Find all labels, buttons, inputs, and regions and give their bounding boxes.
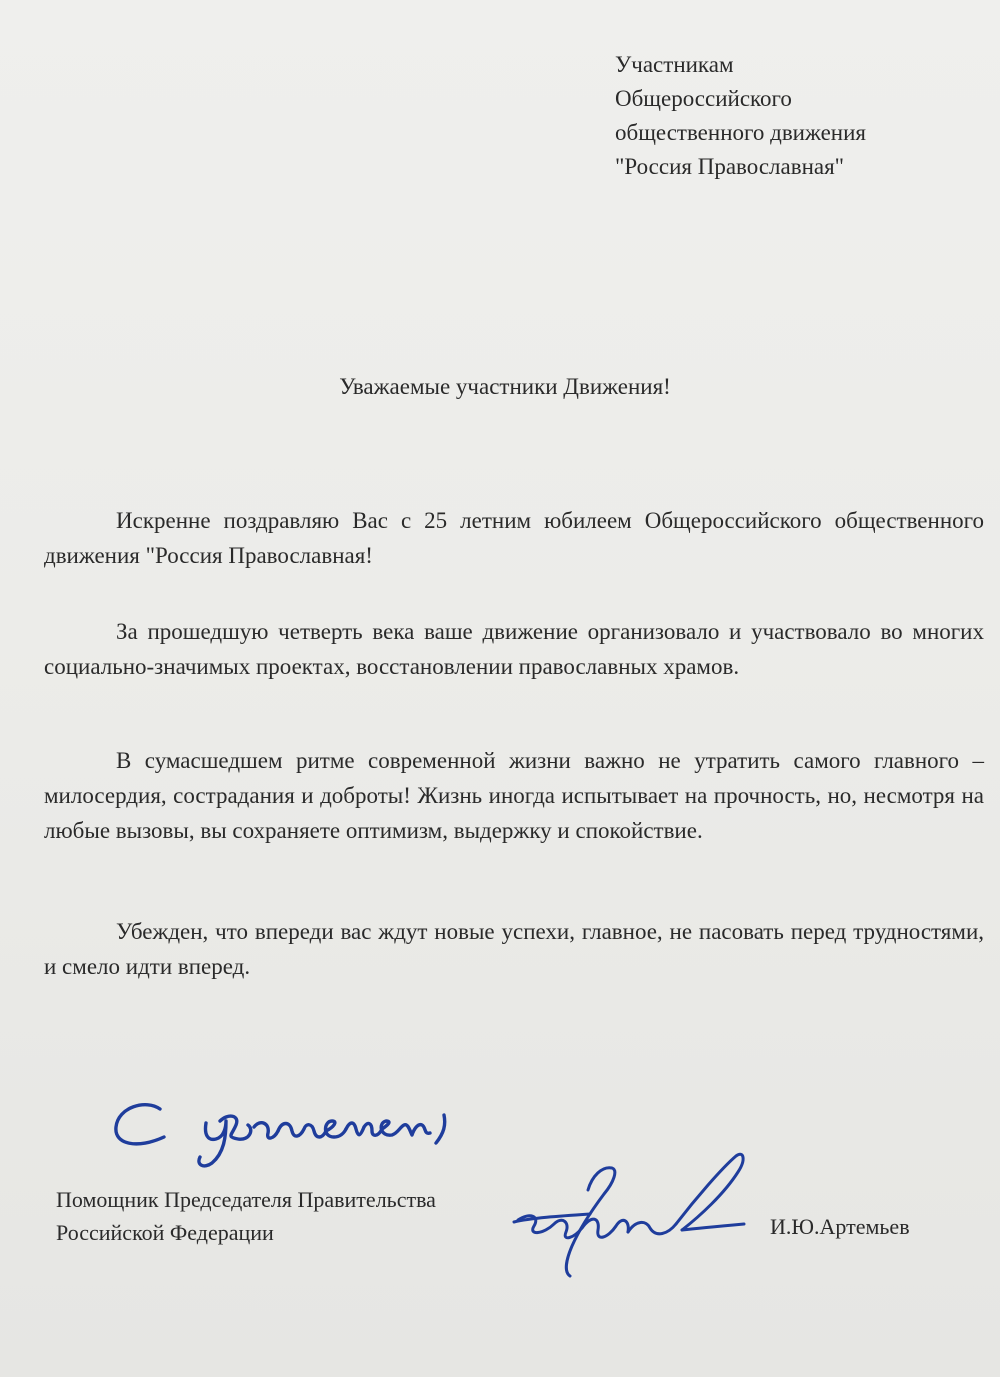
addressee-block [615, 48, 866, 184]
paragraph-text: Убежден, что впереди вас ждут новые успехи, главное, не пасовать перед трудностями, и смело идти вперед. [44, 919, 984, 979]
paragraph [44, 743, 984, 848]
paragraph-text: В сумасшедшем ритме современной жизни важно не утратить самого главного – милосердия, сострадания и доброты! Жизнь иногда испытывает на прочность, но, несмотря на любые вызовы, вы сохраняете оптимизм, выдержку и спокойствие. [44, 748, 984, 843]
handwritten-closing [108, 1095, 468, 1180]
paragraph-text: Искренне поздравляю Вас с 25 летним юбилеем Общероссийского общественного движения "Россия Православная! [44, 508, 984, 568]
signature-ink [500, 1138, 760, 1288]
addressee-line: Участникам [615, 52, 734, 77]
signatory-name: И.Ю.Артемьев [770, 1214, 910, 1239]
signatory-title [56, 1183, 436, 1249]
addressee-line: Общероссийского [615, 86, 792, 111]
signature [500, 1138, 760, 1293]
paragraph-text: За прошедшую четверть века ваше движение организовало и участвовало во многих социально-значимых проектах, восстановлении православных храмов. [44, 619, 984, 679]
addressee-line: общественного движения [615, 120, 866, 145]
paragraph [44, 614, 984, 684]
addressee-line: "Россия Православная" [615, 154, 845, 179]
signatory-title-line: Российской Федерации [56, 1220, 274, 1245]
signatory-title-line: Помощник Председателя Правительства [56, 1187, 436, 1212]
paragraph [44, 503, 984, 573]
handwritten-closing-ink [108, 1095, 468, 1175]
paragraph [44, 914, 984, 984]
salutation: Уважаемые участники Движения! [339, 374, 671, 399]
